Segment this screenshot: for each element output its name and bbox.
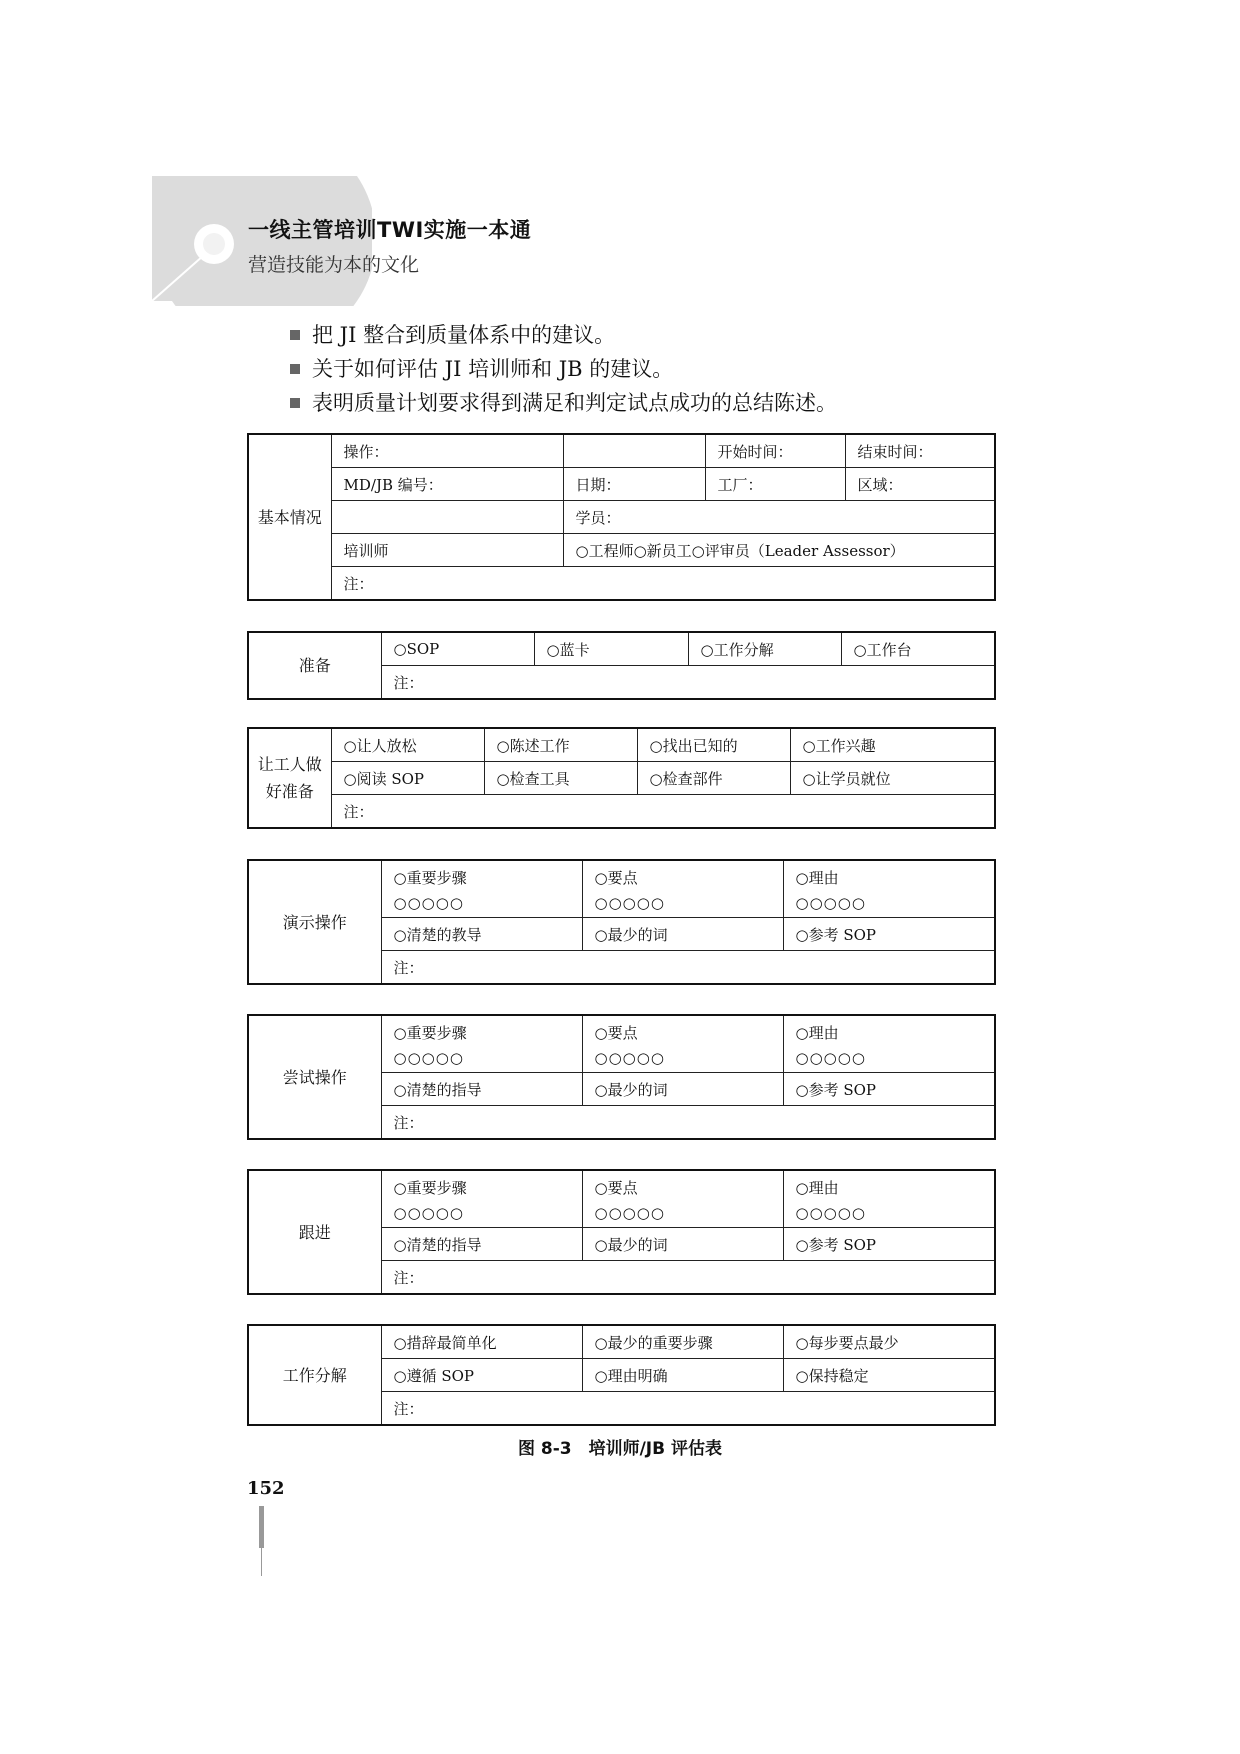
option-sop[interactable]: ○SOP [381,632,534,666]
rating-circles[interactable]: ○○○○○ [594,1048,665,1067]
student-field[interactable]: 学员： [563,501,995,534]
operation-value[interactable] [563,434,705,468]
follow-up-label: 跟进 [248,1170,381,1294]
job-breakdown-table [247,1324,996,1426]
option-find-known[interactable]: ○找出已知的 [637,728,790,762]
option-simplest-wording[interactable]: ○措辞最简单化 [381,1325,582,1359]
trainer-options[interactable]: ○工程师○新员工○评审员（Leader Assessor） [563,534,995,567]
date-field[interactable]: 日期： [563,468,705,501]
option-label: ○要点 [594,868,638,887]
note-field[interactable]: 注： [331,567,995,601]
option-check-parts[interactable]: ○检查部件 [637,762,790,795]
job-breakdown-label: 工作分解 [248,1325,381,1425]
rating-circles[interactable]: ○○○○○ [594,1203,665,1222]
note-field[interactable]: 注： [381,951,995,985]
bullet-square-icon [290,364,300,374]
page-marker-bar [259,1506,264,1548]
option-fewest-steps[interactable]: ○最少的重要步骤 [582,1325,783,1359]
option-reasons[interactable] [783,1015,995,1073]
option-important-steps[interactable] [381,860,582,918]
start-time-field[interactable]: 开始时间： [705,434,845,468]
option-state-job[interactable]: ○陈述工作 [484,728,637,762]
option-label: ○理由 [795,868,839,887]
option-fewest-words[interactable]: ○最少的词 [582,1073,783,1106]
option-job-breakdown[interactable]: ○工作分解 [688,632,841,666]
bullet-text: 把 JI 整合到质量体系中的建议。 [312,323,616,347]
page-marker-line [261,1548,262,1576]
note-field[interactable]: 注： [381,666,995,700]
option-refer-sop[interactable]: ○参考 SOP [783,918,995,951]
bullet-square-icon [290,330,300,340]
option-fewest-words[interactable]: ○最少的词 [582,918,783,951]
option-clear-guidance[interactable]: ○清楚的指导 [381,1228,582,1261]
end-time-field[interactable]: 结束时间： [845,434,995,468]
note-field[interactable]: 注： [381,1106,995,1140]
rating-circles[interactable]: ○○○○○ [393,893,464,912]
option-fewest-key-points[interactable]: ○每步要点最少 [783,1325,995,1359]
bullet-item [290,352,837,386]
option-label: ○要点 [594,1178,638,1197]
note-field[interactable]: 注： [381,1261,995,1295]
figure-caption: 图 8-3 培训师/JB 评估表 [517,1439,723,1459]
option-put-at-ease[interactable]: ○让人放松 [331,728,484,762]
option-label: ○理由 [795,1178,839,1197]
blank-cell[interactable] [331,501,563,534]
option-key-points[interactable] [582,860,783,918]
basic-info-label: 基本情况 [248,434,331,600]
option-fewest-words[interactable]: ○最少的词 [582,1228,783,1261]
option-label: ○要点 [594,1023,638,1042]
option-important-steps[interactable] [381,1170,582,1228]
bullet-list [290,318,837,420]
bullet-square-icon [290,398,300,408]
bullet-item [290,386,837,420]
option-reasons[interactable] [783,1170,995,1228]
option-keep-stable[interactable]: ○保持稳定 [783,1359,995,1392]
basic-info-table [247,433,996,601]
book-subtitle: 营造技能为本的文化 [248,254,420,276]
demonstrate-label: 演示操作 [248,860,381,984]
option-reasons[interactable] [783,860,995,918]
tryout-table [247,1014,996,1140]
page-number: 152 [247,1478,285,1499]
rating-circles[interactable]: ○○○○○ [795,1048,866,1067]
option-position-learner[interactable]: ○让学员就位 [790,762,995,795]
rating-circles[interactable]: ○○○○○ [393,1048,464,1067]
option-key-points[interactable] [582,1170,783,1228]
operation-field[interactable]: 操作： [331,434,563,468]
option-important-steps[interactable] [381,1015,582,1073]
option-refer-sop[interactable]: ○参考 SOP [783,1228,995,1261]
option-clear-reasons[interactable]: ○理由明确 [582,1359,783,1392]
prepare-worker-label: 让工人做好准备 [248,728,331,828]
option-read-sop[interactable]: ○阅读 SOP [331,762,484,795]
area-field[interactable]: 区域： [845,468,995,501]
note-field[interactable]: 注： [331,795,995,829]
book-title: 一线主管培训TWI实施一本通 [248,218,532,242]
option-workbench[interactable]: ○工作台 [841,632,995,666]
rating-circles[interactable]: ○○○○○ [594,893,665,912]
rating-circles[interactable]: ○○○○○ [795,1203,866,1222]
preparation-table [247,631,996,700]
prepare-worker-table [247,727,996,829]
option-clear-guidance[interactable]: ○清楚的指导 [381,1073,582,1106]
option-label: ○重要步骤 [393,1178,467,1197]
preparation-label: 准备 [248,632,381,699]
rating-circles[interactable]: ○○○○○ [795,893,866,912]
md-jb-number-field[interactable]: MD/JB 编号： [331,468,563,501]
option-blue-card[interactable]: ○蓝卡 [534,632,688,666]
option-refer-sop[interactable]: ○参考 SOP [783,1073,995,1106]
bullet-text: 关于如何评估 JI 培训师和 JB 的建议。 [312,357,674,381]
trainer-label: 培训师 [331,534,563,567]
factory-field[interactable]: 工厂： [705,468,845,501]
option-key-points[interactable] [582,1015,783,1073]
bullet-item [290,318,837,352]
option-job-interest[interactable]: ○工作兴趣 [790,728,995,762]
option-check-tools[interactable]: ○检查工具 [484,762,637,795]
demonstrate-table [247,859,996,985]
option-label: ○理由 [795,1023,839,1042]
tryout-label: 尝试操作 [248,1015,381,1139]
option-label: ○重要步骤 [393,868,467,887]
follow-up-table [247,1169,996,1295]
option-clear-instruction[interactable]: ○清楚的教导 [381,918,582,951]
option-follow-sop[interactable]: ○遵循 SOP [381,1359,582,1392]
bullet-text: 表明质量计划要求得到满足和判定试点成功的总结陈述。 [312,391,837,415]
note-field[interactable]: 注： [381,1392,995,1426]
rating-circles[interactable]: ○○○○○ [393,1203,464,1222]
option-label: ○重要步骤 [393,1023,467,1042]
